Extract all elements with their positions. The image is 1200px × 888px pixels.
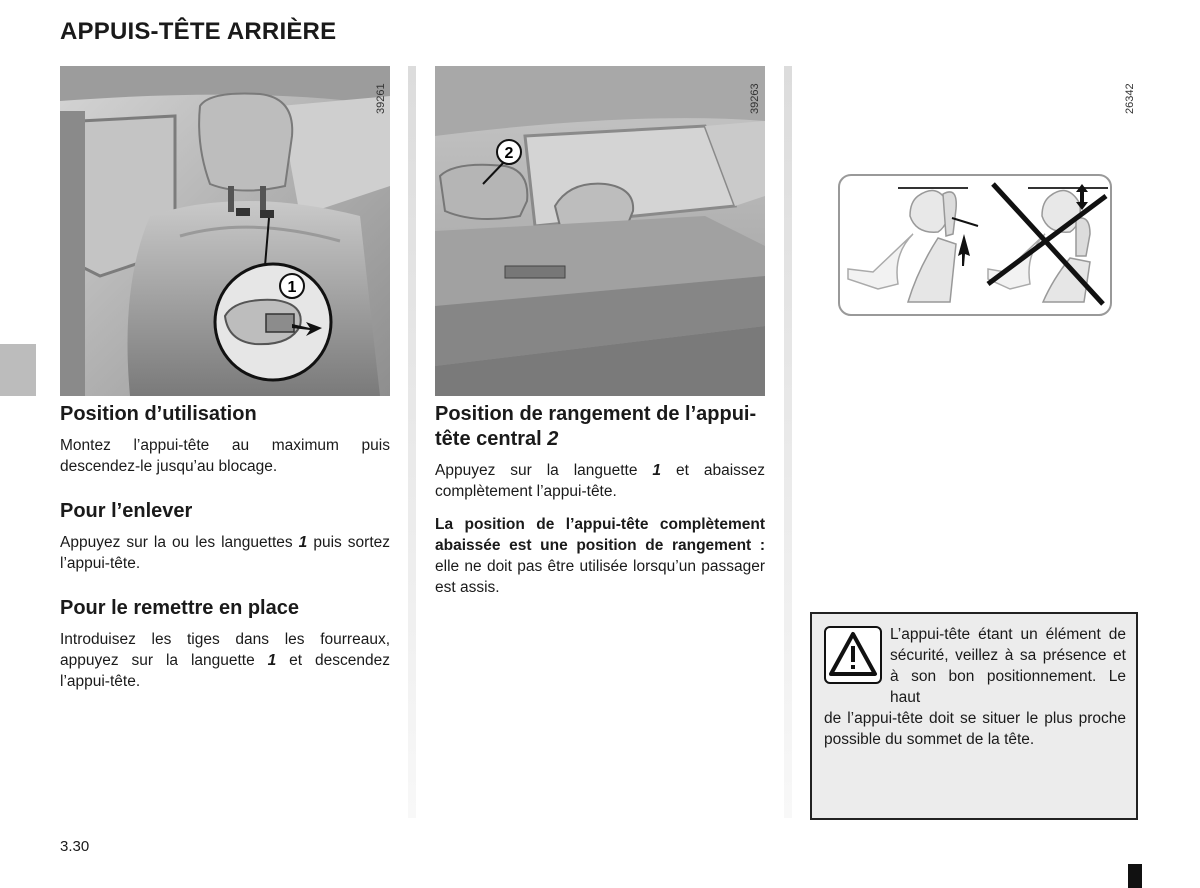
warning-text: de l’appui-tête doit se situer le plus proche possible du sommet de la tête. [824, 710, 1126, 748]
headrest-diagram-illustration [838, 174, 1112, 316]
section-heading: Pour l’enlever [60, 500, 193, 522]
figure-ref-1: 1 [298, 534, 308, 551]
callout-1-label: 1 [287, 279, 297, 296]
figure-reference: 26342 [1124, 83, 1136, 114]
figure-ref-1: 1 [267, 652, 277, 669]
column-separator [784, 66, 792, 818]
page-title: APPUIS-TÊTE ARRIÈRE [60, 18, 337, 45]
section-heading: Position de rangement de l’appui-tête central 2 [435, 403, 757, 450]
column-1-text [60, 402, 390, 692]
headrest-position-diagram [838, 174, 1112, 316]
figure-reference: 39263 [749, 83, 761, 114]
trunk-illustration [435, 66, 765, 396]
warning-triangle-icon [824, 626, 882, 684]
warning-box [810, 612, 1138, 820]
figure-ref-2: 2 [547, 428, 559, 450]
section-heading: Position d’utilisation [60, 403, 257, 425]
section-paragraph: Appuyez sur la languette 1 et abaissez complètement l’appui-tête. [435, 462, 766, 500]
warning-text-indented: L’appui-tête étant un élément de sécurité, veillez à sa présence et à son bon positionnement. Le haut [890, 626, 1126, 706]
section-paragraph: Introduisez les tiges dans les fourreaux, appuyez sur la languette 1 et descendez l’appui-tête. [60, 631, 390, 690]
page-number: 3.30 [60, 838, 90, 855]
figure-ref-1: 1 [652, 462, 662, 479]
figure-reference: 39261 [375, 83, 387, 114]
headrest-photo-2 [435, 66, 765, 396]
callout-2-label: 2 [504, 145, 514, 162]
section-heading: Pour le remettre en place [60, 597, 299, 619]
chapter-side-tab [0, 344, 36, 396]
headrest-photo-1 [60, 66, 390, 396]
section-paragraph: Montez l’appui-tête au maximum puis descendez-le jusqu’au blocage. [60, 437, 390, 475]
section-paragraph: Appuyez sur la ou les languettes 1 puis sortez l’appui-tête. [60, 534, 390, 572]
column-separator [408, 66, 416, 818]
rear-seat-illustration [60, 66, 390, 396]
column-2-text [435, 402, 765, 598]
note-paragraph: La position de l’appui-tête complètement abaissée est une position de rangement : elle ne doit pas être utilisée lorsqu’un passager est assis. [435, 516, 765, 596]
page-corner-marker [1128, 864, 1142, 888]
